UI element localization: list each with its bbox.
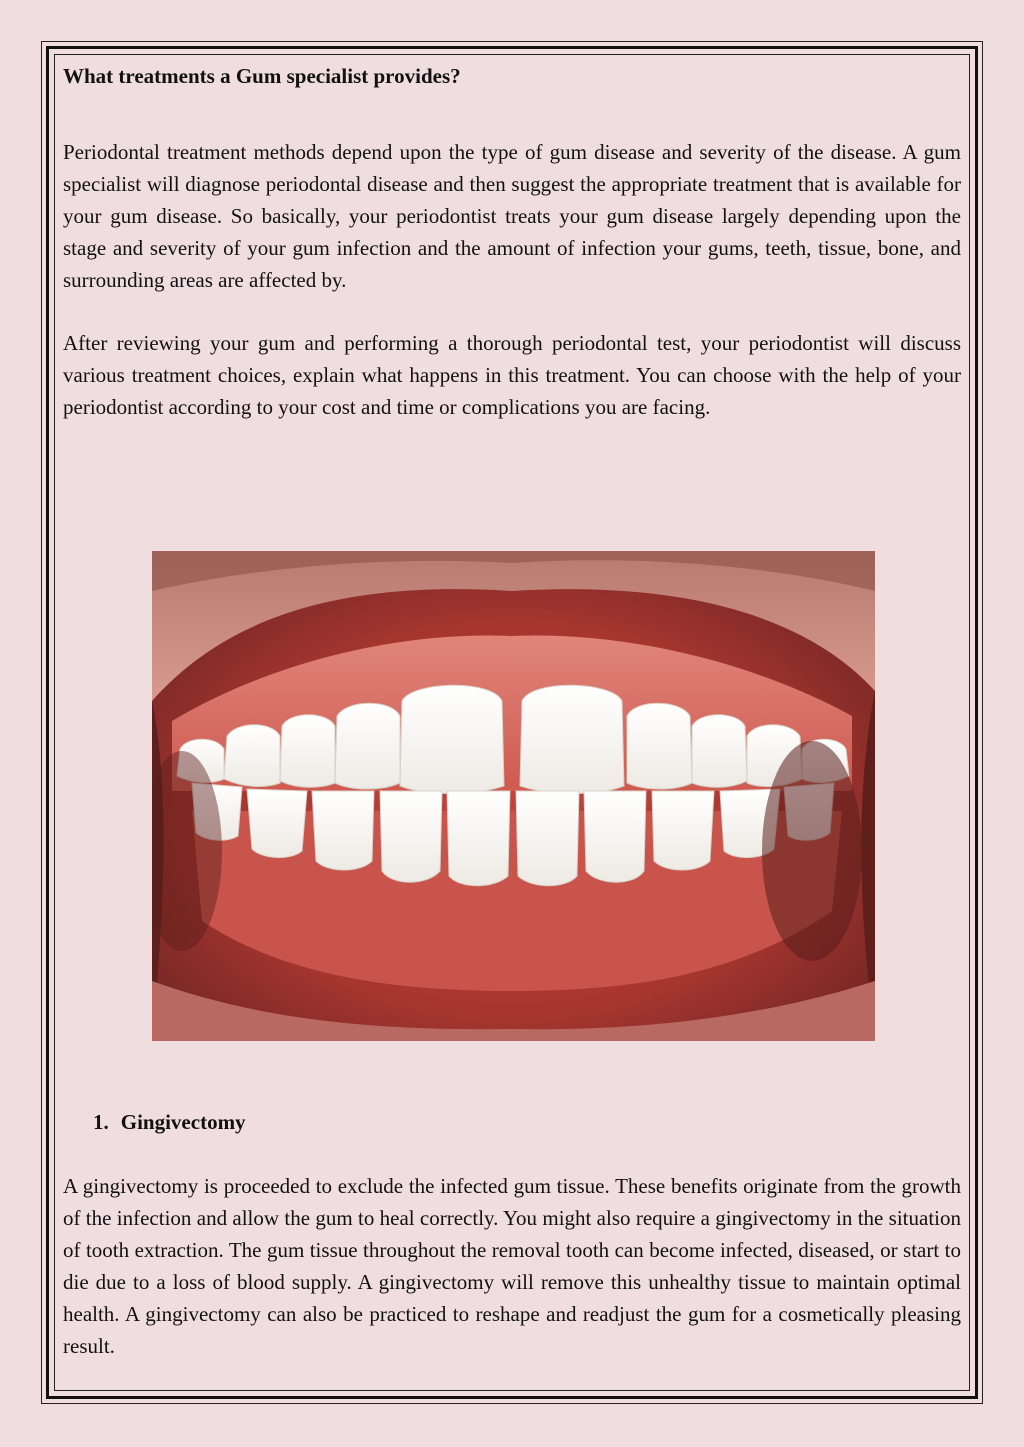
paragraph-consultation: After reviewing your gum and performing a thorough periodontal test, your periodontist will discuss various treatment choices, explain what happens in this treatment. You can choose with the help of your periodontist according to your cost and time or complications you are facing. xyxy=(63,331,961,419)
section-number: 1. xyxy=(93,1110,109,1134)
paragraph-intro: Periodontal treatment methods depend upon the type of gum disease and severity of the disease. A gum specialist will diagnose periodontal disease and then suggest the appropriate treatment that is available for your gum disease. So basically, your periodontist treats your gum disease largely depending upon the stage and severity of your gum infection and the amount of infection your gums, teeth, tissue, bone, and surrounding areas are affected by. xyxy=(63,140,961,292)
section-title: Gingivectomy xyxy=(120,1110,246,1134)
section-heading-gingivectomy xyxy=(93,1106,246,1138)
document-body xyxy=(63,60,961,419)
document-title: What treatments a Gum specialist provides? xyxy=(63,64,461,88)
paragraph-gingivectomy: A gingivectomy is proceeded to exclude the infected gum tissue. These benefits originate from the growth of the infection and allow the gum to heal correctly. You might also require a gingivectomy in the situation of tooth extraction. The gum tissue throughout the removal tooth can become infected, diseased, or start to die due to a loss of blood supply. A gingivectomy will remove this unhealthy tissue to maintain optimal health. A gingivectomy can also be practiced to reshape and readjust the gum for a cosmetically pleasing result. xyxy=(63,1174,961,1358)
gum-disease-photo xyxy=(152,551,875,1041)
